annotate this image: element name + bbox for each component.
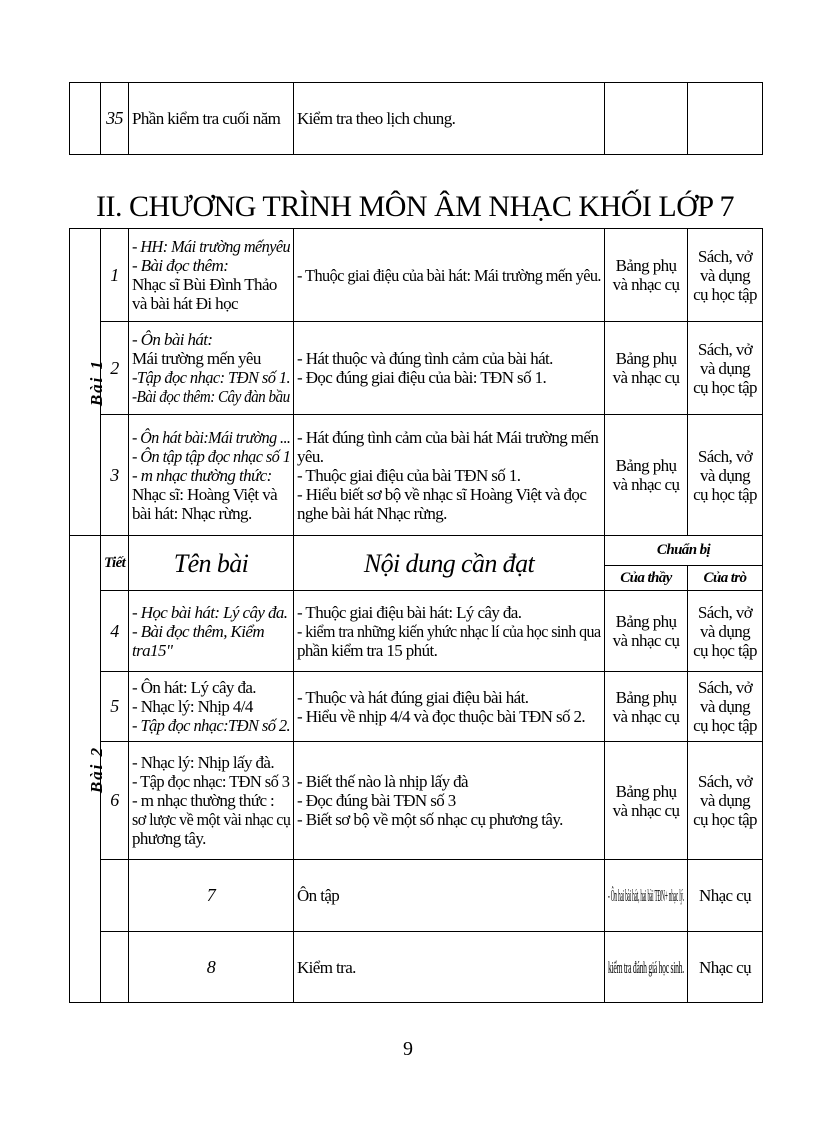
lesson-number: 2 [101,322,129,415]
lesson-content: Kiểm tra theo lịch chung. [294,83,605,155]
lesson-content: kiểm tra đánh giá học sinh. [605,932,688,1003]
student-prep: Sách, vở và dụng cụ học tập [688,229,763,322]
student-prep [688,83,763,155]
lesson-number: 8 [129,932,294,1003]
student-prep: Sách, vở và dụng cụ học tập [688,415,763,536]
header-cua-tro: Của trò [688,566,763,591]
top-fragment-table [69,82,763,155]
teacher-prep: Bảng phụ và nhạc cụ [605,672,688,742]
lesson-name: - Học bài hát: Lý cây đa. - Bài đọc thêm, Kiểm tra15" [129,591,294,672]
lesson-name: - Nhạc lý: Nhịp lấy đà. - Tập đọc nhạc: TĐN số 3 - m nhạc thường thức : sơ lược về một vài nhạc cụ phương tây. [129,742,294,860]
student-prep: Sách, vở và dụng cụ học tập [688,672,763,742]
header-chuan-bi: Chuẩn bị [605,536,763,566]
lesson-content: - Hát thuộc và đúng tình cảm của bài hát. - Đọc đúng giai điệu của bài: TĐN số 1. [294,322,605,415]
table-row [70,83,763,155]
lesson-number: 4 [101,591,129,672]
lesson-name: - Ôn hát bài:Mái trường ... - Ôn tập tập đọc nhạc số 1 - m nhạc thường thức: Nhạc sĩ: Hoàng Việt và bài hát: Nhạc rừng. [129,415,294,536]
group-cell [101,932,129,1003]
table-row [70,932,763,1003]
page-title: II. CHƯƠNG TRÌNH MÔN ÂM NHẠC KHỐI LỚP 7 [96,190,734,223]
lesson-number: 7 [129,860,294,932]
student-prep: Sách, vở và dụng cụ học tập [688,591,763,672]
table-row [70,860,763,932]
lesson-name: Kiểm tra. [294,932,605,1003]
lesson-content: - Ôn hai bài hát, hai bài TĐN+ nhạc lý. [605,860,688,932]
lesson-content: - Thuộc và hát đúng giai điệu bài hát. - Hiểu về nhịp 4/4 và đọc thuộc bài TĐN số 2. [294,672,605,742]
group-bai-2 [70,536,107,1003]
lesson-content: - Biết thế nào là nhịp lấy đà - Đọc đúng bài TĐN số 3 - Biết sơ bộ về một số nhạc cụ phương tây. [294,742,605,860]
curriculum-table [69,228,763,1003]
lesson-number: 5 [101,672,129,742]
lesson-number: 3 [101,415,129,536]
group-bai-1 [70,229,107,536]
lesson-content: - Thuộc giai điệu bài hát: Lý cây đa. - kiểm tra những kiến yhức nhạc lí của học sinh qua phần kiểm tra 15 phút. [294,591,605,672]
table-row [70,322,763,415]
lesson-content: - Hát đúng tình cảm của bài hát Mái trường mến yêu. - Thuộc giai điệu của bài TĐN số 1. - Hiểu biết sơ bộ về nhạc sĩ Hoàng Việt và đọc nghe bài hát Nhạc rừng. [294,415,605,536]
table-row [70,229,763,322]
teacher-prep: Bảng phụ và nhạc cụ [605,742,688,860]
lesson-name: Ôn tập [294,860,605,932]
group-cell [70,83,101,155]
lesson-number: 6 [101,742,129,860]
teacher-prep: Bảng phụ và nhạc cụ [605,322,688,415]
student-prep: Sách, vở và dụng cụ học tập [688,742,763,860]
page-number: 9 [403,1038,413,1060]
lesson-name: - Ôn bài hát: Mái trường mến yêu -Tập đọc nhạc: TĐN số 1. -Bài đọc thêm: Cây đàn bầu [129,322,294,415]
teacher-prep: Bảng phụ và nhạc cụ [605,591,688,672]
lesson-content: - Thuộc giai điệu của bài hát: Mái trường mến yêu. [294,229,605,322]
table-row [70,591,763,672]
lesson-name: - Ôn hát: Lý cây đa. - Nhạc lý: Nhịp 4/4 - Tập đọc nhạc:TĐN số 2. [129,672,294,742]
table-row [70,672,763,742]
header-noi-dung: Nội dung cần đạt [294,536,605,591]
header-ten-bai: Tên bài [129,536,294,591]
teacher-prep: Nhạc cụ [688,932,763,1003]
student-prep: Sách, vở và dụng cụ học tập [688,322,763,415]
group-cell [101,860,129,932]
table-row [70,742,763,860]
lesson-number: 35 [101,83,129,155]
lesson-name: - HH: Mái trường mếnyêu - Bài đọc thêm: Nhạc sĩ Bùi Đình Thảo và bài hát Đi học [129,229,294,322]
teacher-prep: Bảng phụ và nhạc cụ [605,229,688,322]
teacher-prep [605,83,688,155]
header-tiet: Tiết [101,536,129,591]
group-label: Bài 2 [87,745,107,793]
group-label: Bài 1 [87,358,107,406]
header-cua-thay: Của thầy [605,566,688,591]
teacher-prep: Nhạc cụ [688,860,763,932]
teacher-prep: Bảng phụ và nhạc cụ [605,415,688,536]
table-row [70,415,763,536]
lesson-name: Phần kiểm tra cuối năm [129,83,294,155]
lesson-number: 1 [101,229,129,322]
header-row [70,536,763,566]
